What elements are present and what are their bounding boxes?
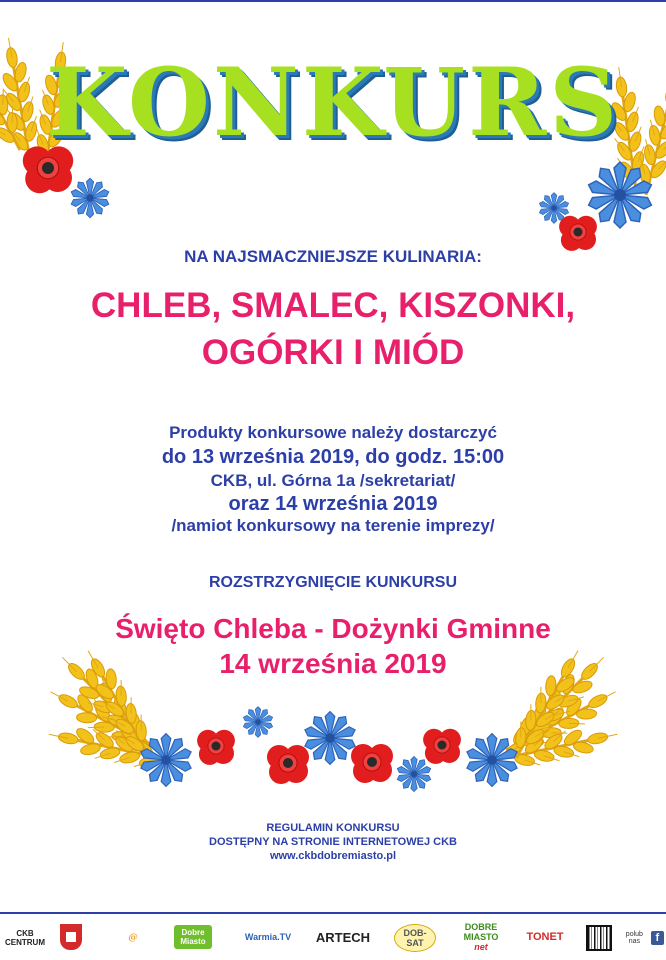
delivery-line-2: do 13 września 2019, do godz. 15:00 <box>161 446 505 468</box>
rules-website-link[interactable]: www.ckbdobremiasto.pl <box>269 850 397 862</box>
dobre-miasto-net-logo: DOBRE MIASTO net <box>463 922 499 952</box>
warmia-tv-logo: Warmia.TV <box>244 932 292 942</box>
bottom-border <box>0 912 666 914</box>
delivery-line-4: oraz 14 września 2019 <box>228 493 438 515</box>
dobsat-logo: DOB-SAT <box>394 924 436 952</box>
cornflower-icon <box>139 707 518 792</box>
rules-line-1: REGULAMIN KONKURSU <box>266 822 400 834</box>
dobre-miasto-logo: Dobre Miasto <box>174 925 212 949</box>
artech-logo: ARTECH <box>315 929 371 945</box>
categories-line-2: OGÓRKI I MIÓD <box>201 333 465 372</box>
municipality-crest-logo <box>60 924 82 950</box>
delivery-line-5: /namiot konkursowy na terenie imprezy/ <box>171 516 495 535</box>
cornflower-icon <box>538 162 653 228</box>
categories-line-1: CHLEB, SMALEC, KISZONKI, <box>90 286 576 325</box>
facebook-like-logo[interactable]: polub nas f <box>620 924 664 952</box>
event-name: Święto Chleba - Dożynki Gminne <box>115 613 551 644</box>
qr-code-icon <box>586 925 612 951</box>
sponsor-logos-bar <box>0 916 666 960</box>
resolution-label: ROZSTRZYGNIĘCIE KUNKURSU <box>208 574 457 591</box>
rules-line-2: DOSTĘPNY NA STRONIE INTERNETOWEJ CKB <box>209 836 457 848</box>
snail-logo: @ <box>128 933 138 943</box>
delivery-line-3: CKB, ul. Górna 1a /sekretariat/ <box>210 471 456 490</box>
cornflower-icon <box>70 178 110 218</box>
contest-subtitle: NA NAJSMACZNIEJSZE KULINARIA: <box>184 247 482 266</box>
delivery-line-1: Produkty konkursowe należy dostarczyć <box>169 423 497 442</box>
poppy-icon <box>559 216 597 251</box>
facebook-icon: f <box>651 931 664 945</box>
event-date: 14 września 2019 <box>219 648 447 679</box>
ckb-logo: CKB CENTRUM <box>5 929 45 947</box>
poster-title: KONKURS <box>45 48 621 158</box>
tonet-logo: TONET <box>526 931 564 943</box>
